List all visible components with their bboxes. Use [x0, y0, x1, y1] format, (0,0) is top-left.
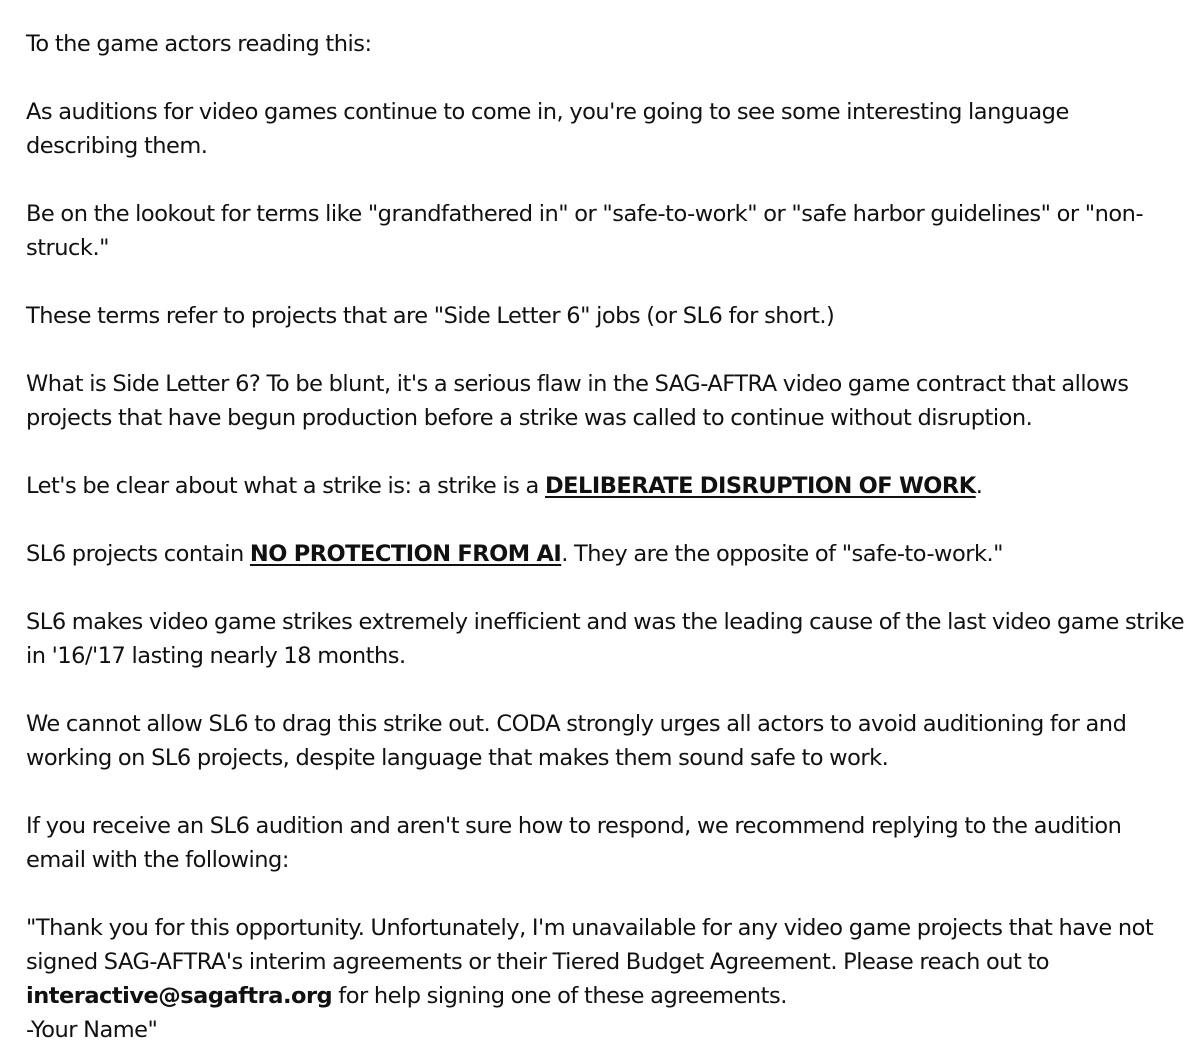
paragraph-sl6-inefficient: SL6 makes video game strikes extremely inefficient and was the leading cause of the last video game strike in '16/'17 lasting nearly 18 months.: [26, 609, 1185, 669]
ai-emphasis: NO PROTECTION FROM AI: [249, 541, 562, 567]
paragraph-side-letter-6: These terms refer to projects that are "Side Letter 6" jobs (or SL6 for short.): [26, 303, 835, 329]
greeting: To the game actors reading this:: [26, 31, 372, 57]
letter-document: [26, 27, 1186, 1047]
email-address: interactive@sagaftra.org: [26, 983, 333, 1009]
paragraph-strike-definition: [26, 469, 1186, 503]
paragraph-no-ai-protection: [26, 537, 1186, 571]
quoted-reply: [26, 911, 1186, 1047]
ai-text-after: . They are the opposite of "safe-to-work.": [561, 541, 1004, 567]
paragraph-what-is-sl6: What is Side Letter 6? To be blunt, it's a serious flaw in the SAG-AFTRA video game contract that allows projects that have begun production before a strike was called to continue without disruption.: [26, 371, 1129, 431]
strike-text-after: .: [975, 473, 983, 499]
strike-text-before: Let's be clear about what a strike is: a strike is a: [26, 473, 545, 499]
quote-text-after: for help signing one of these agreements.: [332, 983, 787, 1009]
quote-text-before: "Thank you for this opportunity. Unfortunately, I'm unavailable for any video game projects that have not signed SAG-AFTRA's interim agreements or their Tiered Budget Agreement. Please reach out to: [26, 915, 1154, 975]
paragraph-lookout-terms: Be on the lookout for terms like "grandfathered in" or "safe-to-work" or "safe harbor guidelines" or "non-struck.": [26, 201, 1144, 261]
paragraph-coda-urges: We cannot allow SL6 to drag this strike out. CODA strongly urges all actors to avoid auditioning for and working on SL6 projects, despite language that makes them sound safe to work.: [26, 711, 1127, 771]
ai-text-before: SL6 projects contain: [26, 541, 250, 567]
paragraph-auditions: As auditions for video games continue to come in, you're going to see some interesting language describing them.: [26, 99, 1069, 159]
signature: -Your Name": [26, 1017, 158, 1043]
paragraph-audition-reply: If you receive an SL6 audition and aren't sure how to respond, we recommend replying to the audition email with the following:: [26, 813, 1122, 873]
strike-emphasis: DELIBERATE DISRUPTION OF WORK: [544, 473, 976, 499]
